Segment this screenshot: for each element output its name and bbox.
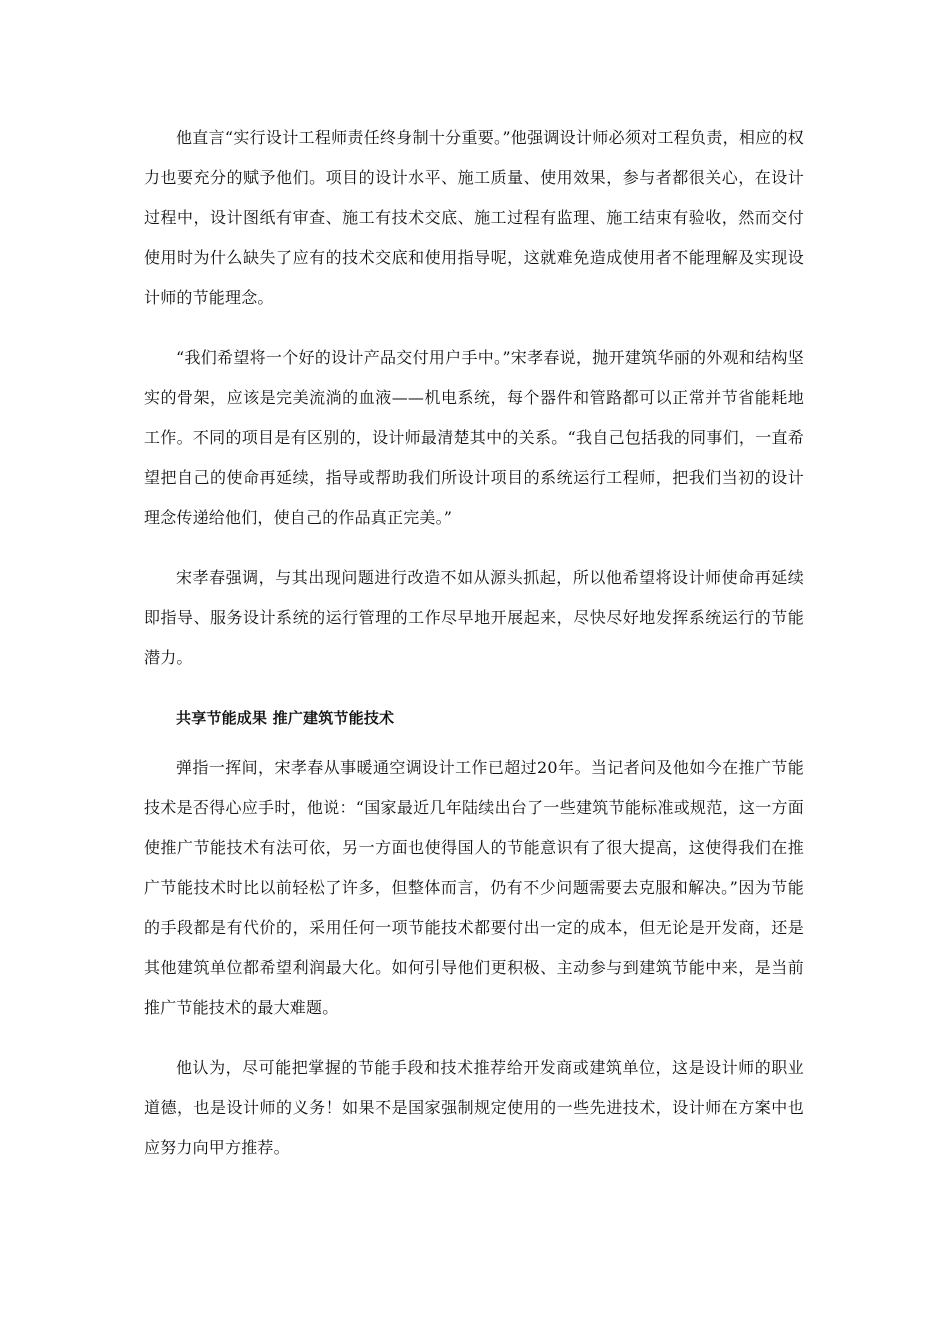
paragraph-professional-ethics: 他认为，尽可能把掌握的节能手段和技术推荐给开发商或建筑单位，这是设计师的职业道德，也是设计师的义务！如果不是国家强制规定使用的一些先进技术，设计师在方案中也应努力向甲方推荐。 bbox=[144, 1058, 804, 1157]
paragraph-source-management: 宋孝春强调，与其出现问题进行改造不如从源头抓起，所以他希望将设计师使命再延续即指导、服务设计系统的运行管理的工作尽早地开展起来，尽快尽好地发挥系统运行的节能潜力。 bbox=[144, 568, 804, 667]
paragraph-design-product: “我们希望将一个好的设计产品交付用户手中。”宋孝春说，抛开建筑华丽的外观和结构坚实的骨架，应该是完美流淌的血液——机电系统，每个器件和管路都可以正常并节省能耗地工作。不同的项目是有区别的，设计师最清楚其中的关系。“我自己包括我的同事们，一直希望把自己的使命再延续，指导或帮助我们所设计项目的系统运行工程师，把我们当初的设计理念传递给他们，使自己的作品真正完美。” bbox=[144, 348, 804, 527]
section-heading: 共享节能成果 推广建筑节能技术 bbox=[176, 709, 395, 727]
article-body bbox=[144, 118, 804, 1168]
paragraph-twenty-years: 弹指一挥间，宋孝春从事暖通空调设计工作已超过20年。当记者问及他如今在推广节能技术是否得心应手时，他说：“国家最近几年陆续出台了一些建筑节能标准或规范，这一方面使推广节能技术有法可依，另一方面也使得国人的节能意识有了很大提高，这使得我们在推广节能技术时比以前轻松了许多，但整体而言，仍有不少问题需要去克服和解决。”因为节能的手段都是有代价的，采用任何一项节能技术都要付出一定的成本，但无论是开发商，还是其他建筑单位都希望利润最大化。如何引导他们更积极、主动参与到建筑节能中来，是当前推广节能技术的最大难题。 bbox=[144, 758, 804, 1017]
paragraph-responsibility: 他直言“实行设计工程师责任终身制十分重要。”他强调设计师必须对工程负责，相应的权力也要充分的赋予他们。项目的设计水平、施工质量、使用效果，参与者都很关心，在设计过程中，设计图纸有审查、施工有技术交底、施工过程有监理、施工结束有验收，然而交付使用时为什么缺失了应有的技术交底和使用指导呢，这就难免造成使用者不能理解及实现设计师的节能理念。 bbox=[144, 128, 804, 307]
